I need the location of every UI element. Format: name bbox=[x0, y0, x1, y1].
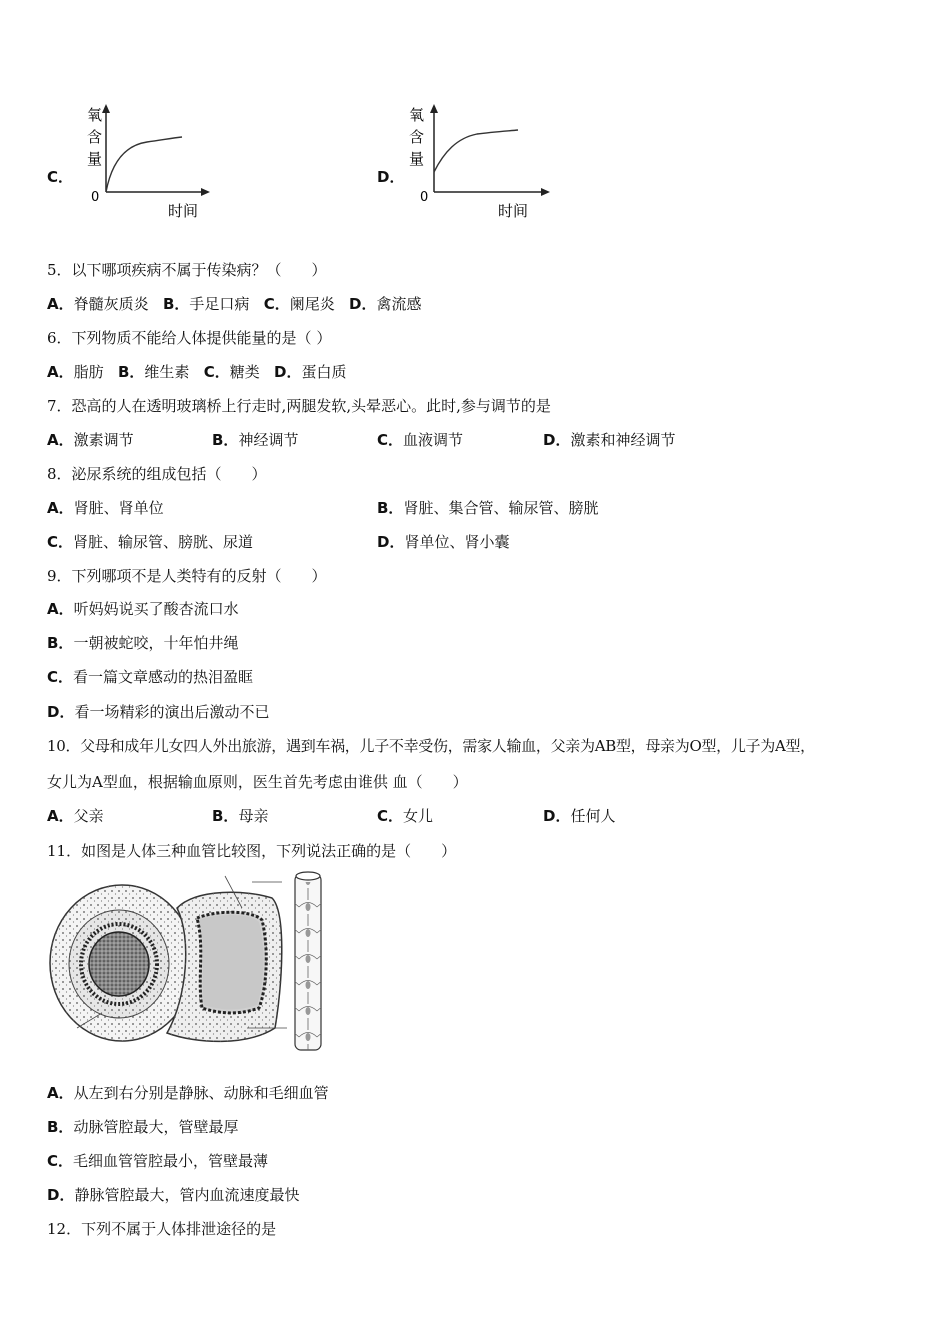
question-7-stem: 7．恐高的人在透明玻璃桥上行走时,两腿发软,头晕恶心。此时,参与调节的是 bbox=[47, 397, 551, 415]
q6-option-b-text: 维生素 bbox=[144, 363, 190, 381]
question-6-options bbox=[47, 362, 347, 382]
question-9-stem: 9．下列哪项不是人类特有的反射（ ） bbox=[47, 567, 327, 585]
q10-option-c-label: C． bbox=[377, 807, 404, 825]
q11-option-c bbox=[47, 1151, 268, 1171]
q10-option-a-label: A． bbox=[47, 807, 74, 825]
q10-option-b bbox=[212, 806, 268, 826]
q9-option-c bbox=[47, 667, 253, 687]
oxygen-graph-c bbox=[72, 100, 222, 222]
q11-option-d-text: 静脉管腔最大，管内血流速度最快 bbox=[74, 1186, 300, 1204]
oxygen-graph-d bbox=[402, 100, 557, 222]
q9-option-a bbox=[47, 599, 239, 619]
question-11-stem: 11．如图是人体三种血管比较图，下列说法正确的是（ ） bbox=[47, 842, 457, 860]
q9-option-a-text: 听妈妈说买了酸杏流口水 bbox=[73, 600, 239, 618]
q6-option-b-label: B． bbox=[117, 363, 145, 381]
q6-option-d-label: D． bbox=[274, 363, 302, 381]
q8-option-c bbox=[47, 532, 253, 552]
q5-option-c-text: 阑尾炎 bbox=[289, 295, 335, 313]
graph-c-label: C． bbox=[47, 168, 74, 186]
artery-lumen bbox=[89, 932, 149, 996]
q7-option-a-text: 激素调节 bbox=[73, 431, 134, 449]
capillary-opening bbox=[296, 872, 320, 880]
question-5-stem: 5．以下哪项疾病不属于传染病？（ ） bbox=[47, 261, 327, 279]
q6-option-c-label: C． bbox=[203, 363, 230, 381]
q5-option-a-text: 脊髓灰质炎 bbox=[73, 295, 149, 313]
graph-d-ylabel-2: 含 bbox=[409, 128, 425, 146]
question-6-stem: 6．下列物质不能给人体提供能量的是（ ） bbox=[47, 329, 332, 347]
q6-option-d-text: 蛋白质 bbox=[301, 363, 347, 381]
graph-d-curve bbox=[434, 130, 518, 172]
graph-c-y-arrow bbox=[102, 104, 110, 113]
q7-option-b-text: 神经调节 bbox=[238, 431, 299, 449]
q10-option-d-label: D． bbox=[543, 807, 571, 825]
graph-d-y-arrow bbox=[430, 104, 438, 113]
q9-option-b-text: 一朝被蛇咬，十年怕井绳 bbox=[73, 634, 239, 652]
q9-option-c-label: C． bbox=[47, 668, 74, 686]
q11-option-b bbox=[47, 1117, 238, 1137]
q8-option-c-label: C． bbox=[47, 533, 74, 551]
graph-d-origin: 0 bbox=[420, 190, 429, 205]
question-8-stem: 8．泌尿系统的组成包括（ ） bbox=[47, 465, 267, 483]
graph-c-xlabel: 时间 bbox=[168, 202, 199, 220]
q10-option-d bbox=[543, 806, 615, 826]
vein-lumen-fill bbox=[199, 915, 263, 1010]
q11-option-a-label: A． bbox=[47, 1084, 74, 1102]
q8-option-b-text: 肾脏、集合管、输尿管、膀胱 bbox=[403, 499, 599, 517]
question-10-stem-line-2: 女儿为A型血，根据输血原则，医生首先考虑由谁供 血（ ） bbox=[47, 773, 468, 791]
q7-option-b-label: B． bbox=[212, 431, 239, 449]
question-12-stem: 12．下列不属于人体排泄途径的是 bbox=[47, 1220, 277, 1238]
q7-option-c bbox=[377, 430, 463, 450]
q5-option-b-text: 手足口病 bbox=[189, 295, 250, 313]
graph-d-x-arrow bbox=[541, 188, 550, 196]
q7-option-b bbox=[212, 430, 298, 450]
q11-option-c-label: C． bbox=[47, 1152, 74, 1170]
q8-option-a-text: 肾脏、肾单位 bbox=[73, 499, 164, 517]
q9-option-c-text: 看一篇文章感动的热泪盈眶 bbox=[73, 668, 254, 686]
q11-option-a-text: 从左到右分别是静脉、动脉和毛细血管 bbox=[73, 1084, 329, 1102]
question-5-options bbox=[47, 294, 422, 314]
q9-option-d-text: 看一场精彩的演出后激动不已 bbox=[74, 703, 270, 721]
q9-option-d bbox=[47, 702, 269, 722]
q8-option-d bbox=[377, 532, 509, 552]
q5-option-c-label: C． bbox=[263, 295, 290, 313]
q10-option-c bbox=[377, 806, 433, 826]
q11-option-b-text: 动脉管腔最大，管壁最厚 bbox=[73, 1118, 239, 1136]
q10-option-b-label: B． bbox=[212, 807, 239, 825]
graph-c-curve bbox=[106, 137, 182, 192]
q10-option-c-text: 女儿 bbox=[403, 807, 434, 825]
q11-option-d-label: D． bbox=[47, 1186, 75, 1204]
q10-option-b-text: 母亲 bbox=[238, 807, 269, 825]
q7-option-a-label: A． bbox=[47, 431, 74, 449]
q10-option-a-text: 父亲 bbox=[73, 807, 104, 825]
question-10-stem-line-1: 10．父母和成年儿女四人外出旅游，遇到车祸，儿子不幸受伤，需家人输血，父亲为AB型，母亲为O型，儿子为A型， bbox=[47, 737, 815, 755]
q8-option-a-label: A． bbox=[47, 499, 74, 517]
q8-option-b bbox=[377, 498, 598, 518]
q7-option-d-text: 激素和神经调节 bbox=[570, 431, 676, 449]
q9-option-b bbox=[47, 633, 238, 653]
q5-option-b-label: B． bbox=[162, 295, 190, 313]
q6-option-c-text: 糖类 bbox=[229, 363, 260, 381]
graph-c-ylabel-1: 氧 bbox=[87, 106, 103, 124]
graph-d-ylabel-3: 量 bbox=[409, 150, 425, 168]
q11-option-a bbox=[47, 1083, 329, 1103]
q8-option-d-text: 肾单位、肾小囊 bbox=[404, 533, 510, 551]
graph-c-ylabel-3: 量 bbox=[87, 150, 103, 168]
q8-option-c-text: 肾脏、输尿管、膀胱、尿道 bbox=[73, 533, 254, 551]
q6-option-a-label: A． bbox=[47, 363, 74, 381]
q7-option-a bbox=[47, 430, 134, 450]
q10-option-d-text: 任何人 bbox=[570, 807, 616, 825]
q11-option-b-label: B． bbox=[47, 1118, 74, 1136]
q5-option-d-text: 禽流感 bbox=[376, 295, 422, 313]
q9-option-a-label: A． bbox=[47, 600, 74, 618]
graph-d-xlabel: 时间 bbox=[498, 202, 529, 220]
q5-option-a-label: A． bbox=[47, 295, 74, 313]
q9-option-d-label: D． bbox=[47, 703, 75, 721]
q8-option-a bbox=[47, 498, 164, 518]
q8-option-d-label: D． bbox=[377, 533, 405, 551]
graph-c-origin: 0 bbox=[91, 190, 100, 205]
q7-option-c-text: 血液调节 bbox=[403, 431, 464, 449]
q5-option-d-label: D． bbox=[349, 295, 377, 313]
graph-c-x-arrow bbox=[201, 188, 210, 196]
capillary-cells bbox=[295, 882, 321, 1050]
q7-option-c-label: C． bbox=[377, 431, 404, 449]
q6-option-a-text: 脂肪 bbox=[73, 363, 104, 381]
q7-option-d-label: D． bbox=[543, 431, 571, 449]
graph-c-ylabel-2: 含 bbox=[87, 128, 103, 146]
q11-option-d bbox=[47, 1185, 299, 1205]
q10-option-a bbox=[47, 806, 104, 826]
q9-option-b-label: B． bbox=[47, 634, 74, 652]
graph-d-ylabel-1: 氧 bbox=[409, 106, 425, 124]
q11-option-c-text: 毛细血管管腔最小，管壁最薄 bbox=[73, 1152, 269, 1170]
q8-option-b-label: B． bbox=[377, 499, 404, 517]
q7-option-d bbox=[543, 430, 675, 450]
blood-vessels-figure bbox=[47, 868, 327, 1054]
graph-d-label: D． bbox=[377, 168, 405, 186]
